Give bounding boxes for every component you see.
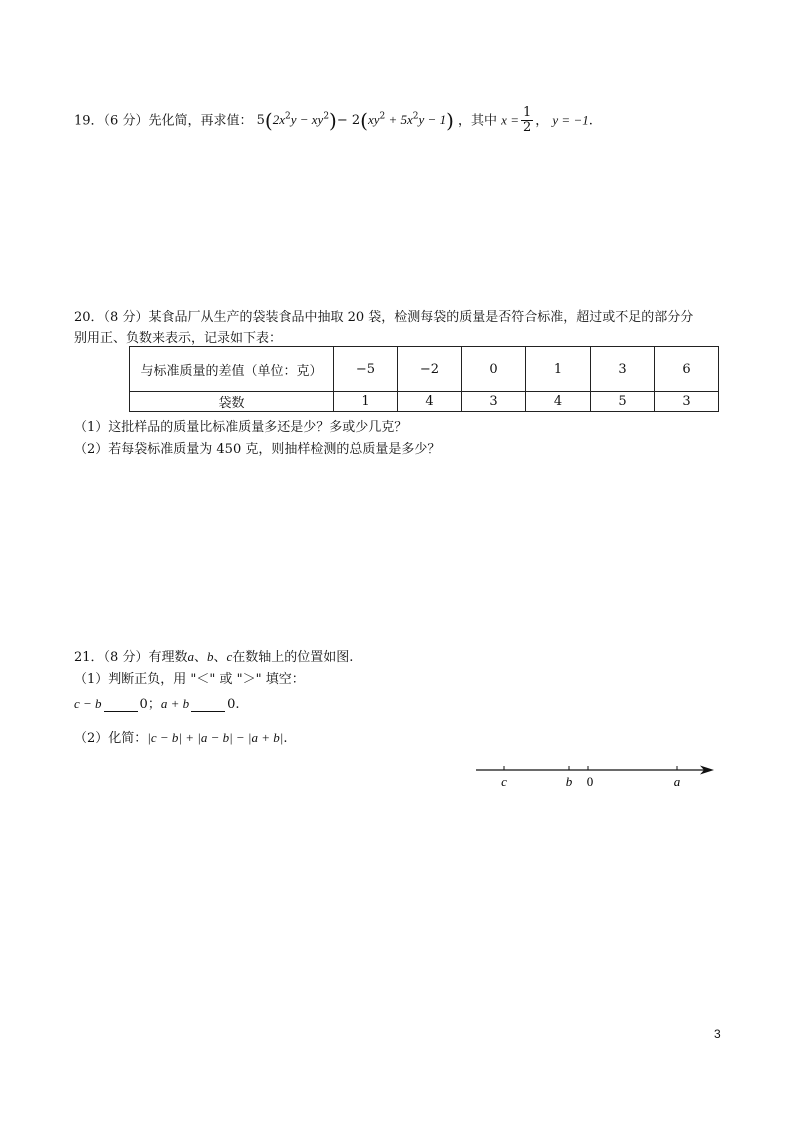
table-row bbox=[130, 347, 719, 392]
table-cell: 4 bbox=[526, 392, 591, 412]
q20-sub2: （2）若每袋标准质量为 450 克，则抽样检测的总质量是多少？ bbox=[74, 442, 441, 457]
q21-sub1: （1）判断正负，用 "＜" 或 "＞" 填空： bbox=[74, 672, 305, 687]
q20-line2: 别用正、负数来表示，记录如下表： bbox=[74, 331, 283, 346]
q21-blanks: c − b 0；a + b 0. bbox=[74, 696, 240, 712]
label-c: c bbox=[501, 774, 507, 789]
q21-sub2: （2）化简：|c − b| + |a − b| − |a + b|. bbox=[74, 730, 288, 746]
table-cell: 4 bbox=[398, 392, 462, 412]
q20-line1: 20．（8 分）某食品厂从生产的袋装食品中抽取 20 袋，检测每袋的质量是否符合标准，超过或不足的部分分 bbox=[74, 310, 694, 325]
q19-fraction: $\frac{1}{2}$ bbox=[522, 105, 532, 136]
label-0: 0 bbox=[586, 774, 594, 789]
q20-record-table bbox=[129, 346, 719, 412]
label-a: a bbox=[673, 774, 681, 789]
table-row bbox=[130, 392, 719, 412]
q20-sub1: （1）这批样品的质量比标准质量多还是少？多或少几克？ bbox=[74, 420, 408, 435]
label-b: b bbox=[565, 774, 573, 789]
q19-instruction: 先化简，再求值： bbox=[148, 113, 253, 129]
table-cell: 3 bbox=[655, 392, 719, 412]
answer-blank[interactable] bbox=[104, 697, 138, 712]
table-cell: 3 bbox=[591, 347, 655, 392]
q19-expression: $5(2x^2y - xy^2)- 2(xy^2 + 5x^2y - 1)$ bbox=[256, 108, 454, 133]
table-cell: 5 bbox=[591, 392, 655, 412]
q19-number: 19． bbox=[74, 113, 104, 129]
answer-blank[interactable] bbox=[191, 697, 225, 712]
question-19: 19．（6 分）先化简，再求值： $5(2x^2y - xy^2)- 2(xy^2 + 5x^2y - 1)$ ，其中 x = $\frac{1}{2}$ ， y = −1. bbox=[74, 105, 593, 136]
q21-line1: 21．（8 分）有理数a、b、c在数轴上的位置如图. bbox=[74, 649, 354, 665]
table-cell: 0 bbox=[462, 347, 526, 392]
q19-points: （6 分） bbox=[103, 113, 149, 129]
table-row-header: 袋数 bbox=[130, 392, 334, 412]
table-cell: 6 bbox=[655, 347, 719, 392]
table-cell: −2 bbox=[398, 347, 462, 392]
table-cell: 1 bbox=[526, 347, 591, 392]
table-row-header: 与标准质量的差值（单位：克） bbox=[130, 347, 334, 392]
page-number: 3 bbox=[714, 1027, 721, 1041]
number-line bbox=[474, 760, 719, 794]
table-cell: 3 bbox=[462, 392, 526, 412]
table-cell: −5 bbox=[334, 347, 398, 392]
table-cell: 1 bbox=[334, 392, 398, 412]
